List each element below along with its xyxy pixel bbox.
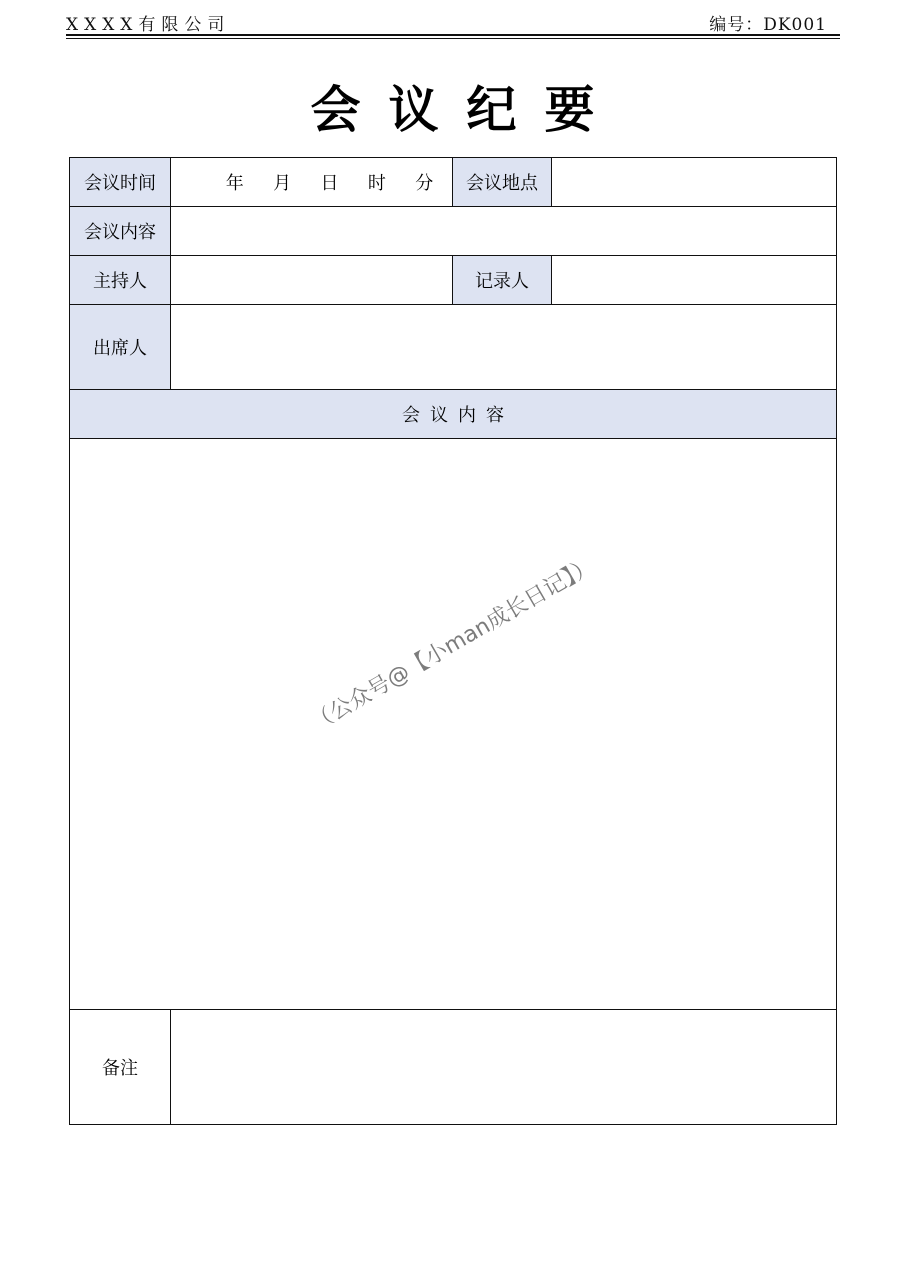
row-content-header: [70, 390, 837, 439]
remarks-label: 备注: [70, 1010, 171, 1125]
content-body-field[interactable]: [70, 439, 837, 1010]
recorder-label: 记录人: [453, 256, 552, 305]
date-unit-year: 年: [225, 173, 244, 194]
header-rule-thick: [66, 34, 840, 36]
date-unit-minute: 分: [415, 173, 434, 194]
meeting-time-field[interactable]: [171, 158, 453, 207]
meeting-time-label: 会议时间: [70, 158, 171, 207]
row-host-recorder: [70, 256, 837, 305]
date-unit-month: 月: [273, 173, 292, 194]
recorder-field[interactable]: [552, 256, 837, 305]
row-remarks: [70, 1010, 837, 1125]
meeting-topic-label: 会议内容: [70, 207, 171, 256]
row-attendees: [70, 305, 837, 390]
attendees-label: 出席人: [70, 305, 171, 390]
document-number: 编号：DK001: [709, 15, 827, 35]
header-rule-thin: [66, 38, 840, 39]
meeting-place-label: 会议地点: [453, 158, 552, 207]
company-name: XXXX有限公司: [66, 15, 231, 35]
meeting-place-field[interactable]: [552, 158, 837, 207]
meeting-topic-field[interactable]: [171, 207, 837, 256]
host-label: 主持人: [70, 256, 171, 305]
date-unit-hour: 时: [367, 173, 386, 194]
watermark-text: （公众号@【小man成长日记】）: [306, 552, 600, 737]
content-section-title: 会议内容: [70, 390, 837, 439]
document-title: 会议纪要: [310, 81, 623, 139]
row-topic: [70, 207, 837, 256]
row-time-place: [70, 158, 837, 207]
row-content-body: [70, 439, 837, 1010]
host-field[interactable]: [171, 256, 453, 305]
remarks-field[interactable]: [171, 1010, 837, 1125]
date-unit-day: 日: [320, 173, 339, 194]
attendees-field[interactable]: [171, 305, 837, 390]
